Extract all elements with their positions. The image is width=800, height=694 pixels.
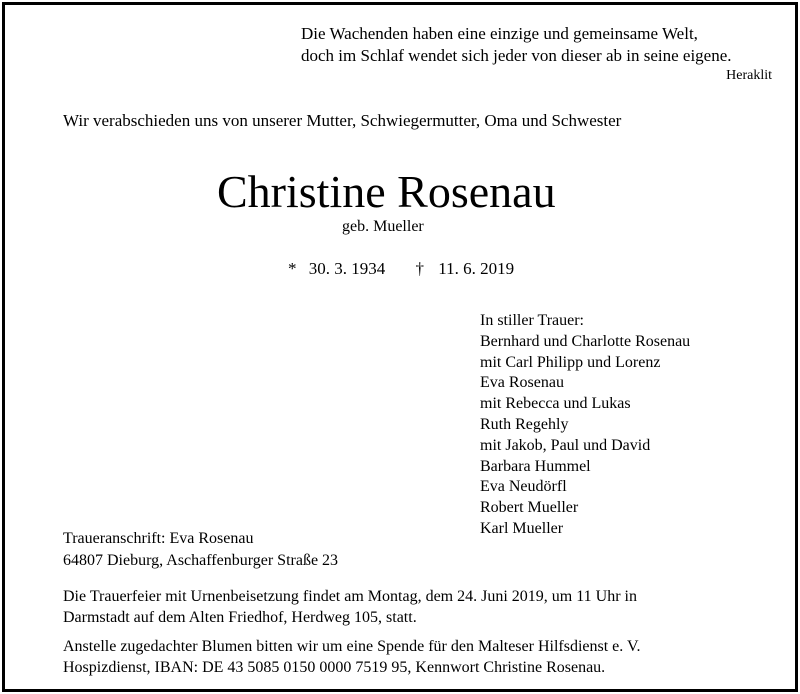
- farewell-text: Wir verabschieden uns von unserer Mutter, Schwiegermutter, Oma und Schwester: [63, 111, 622, 130]
- mourner-line: Karl Mueller: [480, 519, 564, 537]
- mourner-line: Eva Neudörfl: [480, 478, 567, 496]
- birth-date: 30. 3. 1934: [308, 259, 386, 278]
- mourner-line: Bernhard und Charlotte Rosenau: [480, 332, 691, 350]
- donation-info: [63, 636, 640, 678]
- donation-line: Anstelle zugedachter Blumen bitten wir um eine Spende für den Malteser Hilfsdienst e. V.: [63, 638, 641, 655]
- ceremony-line: Die Trauerfeier mit Urnenbeisetzung findet am Montag, dem 24. Juni 2019, um 11 Uhr in: [63, 588, 637, 605]
- address-line: 64807 Dieburg, Aschaffenburger Straße 23: [63, 552, 339, 569]
- deceased-name: Christine Rosenau: [217, 166, 556, 217]
- mourner-line: mit Carl Philipp und Lorenz: [480, 353, 661, 371]
- ceremony-info: [63, 586, 637, 628]
- mourning-address: [63, 528, 338, 572]
- donation-line: Hospizdienst, IBAN: DE 43 5085 0150 0000 7519 95, Kennwort Christine Rosenau.: [63, 659, 606, 676]
- life-dates: [288, 259, 514, 279]
- mourner-line: Robert Mueller: [480, 499, 579, 517]
- obituary-notice: [2, 2, 798, 692]
- quote-line: doch im Schlaf wendet sich jeder von dieser ab in seine eigene.: [301, 46, 732, 65]
- death-symbol: †: [415, 259, 424, 278]
- mourner-line: Ruth Regehly: [480, 415, 569, 433]
- mourner-line: mit Rebecca und Lukas: [480, 395, 631, 413]
- quote-author: Heraklit: [726, 68, 772, 83]
- birth-name: geb. Mueller: [342, 218, 424, 235]
- quote-line: Die Wachenden haben eine einzige und gemeinsame Welt,: [301, 24, 698, 43]
- birth-symbol: *: [288, 259, 297, 278]
- mourners-list: [480, 311, 690, 540]
- mourner-line: Eva Rosenau: [480, 374, 564, 392]
- mourner-line: mit Jakob, Paul und David: [480, 436, 651, 454]
- mourners-heading: In stiller Trauer:: [480, 312, 584, 329]
- mourner-line: Barbara Hummel: [480, 457, 591, 475]
- death-date: 11. 6. 2019: [438, 259, 515, 278]
- address-line: Traueranschrift: Eva Rosenau: [63, 530, 254, 547]
- quote: [301, 23, 732, 67]
- ceremony-line: Darmstadt auf dem Alten Friedhof, Herdweg 105, statt.: [63, 609, 417, 626]
